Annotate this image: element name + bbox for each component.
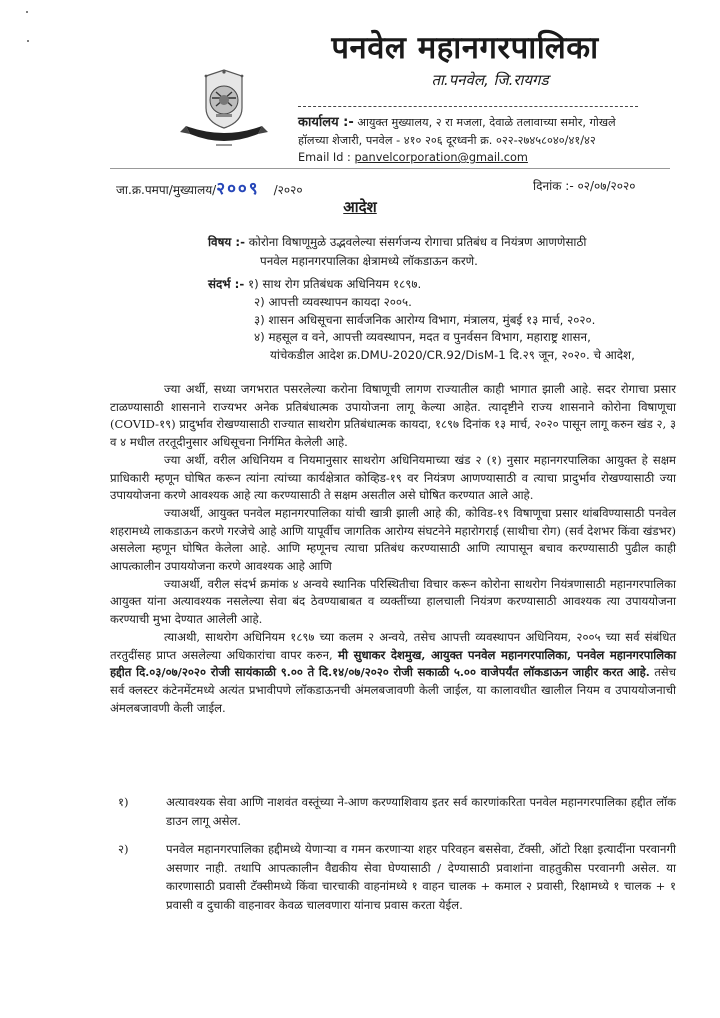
- subject-label: विषय :-: [208, 235, 245, 249]
- address-line-1: आयुक्त मुख्यालय, २ रा मजला, देवाळे तलावाच्या समोर, गोखले: [357, 116, 616, 129]
- dashed-divider: [298, 106, 638, 107]
- declaration-intro: त्याअथी, साथरोग अधिनियम १८९७ च्या कलम २ अन्वये, तसेच आपत्ती व्यवस्थापन अधिनियम, २००५ च्या सर्व संबंधित तरतुदींसह प्राप्त असलेल्या अधिकारांचा वापर करुन,: [110, 629, 676, 662]
- order-body: [110, 381, 676, 717]
- reference-item: २) आपत्ती व्यवस्थापन कायदा २००५.: [254, 294, 412, 309]
- body-paragraph: ज्याअर्थी, वरील संदर्भ क्रमांक ४ अन्वये स्थानिक परिस्थितीचा विचार करून कोरोना साथरोग नियंत्रणासाठी महानगरपालिका आयुक्त यांना अत्यावश्यक नसलेल्या सेवा बंद ठेवण्याबाबत व व्यक्तींच्या हालचाली नियंत्रण करण्यासाठी आवश्यक त्या उपाययोजना करण्याची मुभा देण्यात आलेली आहे.: [110, 576, 676, 627]
- handwritten-number: २००९: [216, 179, 260, 199]
- references-label: संदर्भ :-: [208, 277, 245, 291]
- reference-prefix: जा.क्र.पमपा/मुख्यालय/: [116, 183, 217, 197]
- subject-block: [208, 233, 666, 271]
- lockdown-declaration-paragraph: [110, 629, 676, 718]
- reference-item: १) साथ रोग प्रतिबंधक अधिनियम १८९७.: [248, 277, 422, 291]
- reference-number: [116, 176, 303, 199]
- date-label: दिनांक :-: [533, 179, 574, 193]
- rule-text: पनवेल महानगरपालिका हद्दीमध्ये येणाऱ्या व गमन करणाऱ्या शहर परिवहन बससेवा, टॅक्सी, ऑटो रिक्षा इत्यादींना परवानगी असणार नाही. तथापि आपत्कालीन वैद्यकीय सेवा घेण्यासाठी / देण्यासाठी प्रवाशांना वाहतुकीस परवानगी असेल. या कारणासाठी प्रवासी टॅक्सीमध्ये किंवा चारचाकी वाहनांमध्ये १ वाहन चालक + कमाल २ प्रवासी, रिक्षामध्ये १ चालक + १ प्रवासी व दुचाकी वाहनावर केवळ चालवणारा यांनाच प्रवास करता येईल.: [166, 842, 676, 912]
- date-value: ०२/०७/२०२०: [577, 179, 636, 193]
- scan-speck: [27, 40, 29, 42]
- order-title: आदेश: [343, 198, 377, 216]
- address-line-2: हॉलच्या शेजारी, पनवेल - ४१० २०६ दूरध्वनी क्र. ०२२-२७४५८०४०/४१/४२: [298, 133, 596, 147]
- header-divider: [110, 168, 670, 169]
- declaration-end: तसेच सर्व क्लस्टर कंटेनमेंटमध्ये अत्यंत प्रभावीपणे लॉकडाऊनची अंमलबजावणी केली जाईल, या कालावधीत खालील नियम व उपाययोजनाची अंमलबजावणी केली जाईल.: [110, 665, 676, 715]
- address-label: कार्यालय :-: [298, 115, 354, 130]
- body-paragraph: ज्याअर्थी, आयुक्त पनवेल महानगरपालिका यांची खात्री झाली आहे की, कोविड-१९ विषाणूचा प्रसार थांबविण्यासाठी पनवेल शहरामध्ये लाकडाऊन करणे गरजेचे आहे आणि यापूर्वीच जागतिक आरोग्य संघटनेने महारोगराई (साथीचा रोग) (सर्व देशभर किंवा खंडभर) असलेला म्हणून घोषित केलेला आहे. आणि म्हणूनच त्याचा प्रतिबंध करण्यासाठी आणि त्यापासून बचाव करण्यासाठी पुढील काही आपत्कालीन उपाययोजना करणे आवश्यक आहे आणि: [110, 505, 676, 574]
- organization-name: पनवेल महानगरपालिका: [331, 30, 599, 66]
- municipal-emblem-icon: [178, 68, 270, 150]
- body-paragraph: ज्या अर्थी, सध्या जगभरात पसरलेल्या करोना विषाणूची लागण राज्यातील काही भागात झाली आहे. सदर रोगाचा प्रसार टाळण्यासाठी शासनाने राज्यभर अनेक प्रतिबंधात्मक उपायोजना लागू केल्या आहेत. त्यादृष्टीने राज्य शासनाने कोरोना विषाणूचा (COVID-१९) प्रादुर्भाव रोखण्यासाठी राज्यात साथरोग प्रतिबंधात्मक कायदा, १८९७ दिनांक १३ मार्च, २०२० पासून लागू करुन खंड २, ३ व ४ मधील तरतूदीनुसार अधिसूचना निर्गमित केलेली आहे.: [110, 382, 676, 450]
- subject-line-2: पनवेल महानगरपालिका क्षेत्रामध्ये लॉकडाऊन करणे.: [260, 254, 478, 268]
- rule-item: [110, 793, 676, 830]
- rule-item: [110, 840, 676, 914]
- reference-item: ३) शासन अधिसूचना सार्वजनिक आरोग्य विभाग, मंत्रालय, मुंबई १३ मार्च, २०२०.: [254, 312, 596, 327]
- rule-number: २): [118, 842, 129, 856]
- reference-year: /२०२०: [273, 183, 303, 197]
- declaration-bold: मी सुधाकर देशमुख, आयुक्त पनवेल महानगरपालिका, पनवेल महानगरपालिका हद्दीत दि.०३/०७/२०२० रोजी सायंकाळी ९.०० ते दि.१४/०७/२०२० रोजी सकाळी ५.०० वाजेपर्यंत लॉकडाऊन जाहीर करत आहे.: [110, 647, 676, 680]
- office-address: [298, 114, 670, 167]
- rules-list: [110, 793, 676, 924]
- rule-text: अत्यावश्यक सेवा आणि नाशवंत वस्तूंच्या ने-आण करण्याशिवाय इतर सर्व कारणांकरिता पनवेल महानगरपालिका हद्दीत लॉक डाउन लागू असेल.: [166, 795, 676, 828]
- rule-number: १): [118, 795, 129, 809]
- email-label: Email Id :: [298, 151, 351, 164]
- reference-item: ४) महसूल व वने, आपत्ती व्यवस्थापन, मदत व पुनर्वसन विभाग, महाराष्ट्र शासन,: [254, 330, 591, 345]
- body-paragraph: ज्या अर्थी, वरील अधिनियम व नियमानुसार साथरोग अधिनियमाच्या खंड २ (१) नुसार महानगरपालिका आयुक्त हे सक्षम प्राधिकारी म्हणून घोषित करून त्यांना त्यांच्या कार्यक्षेत्रात कोव्हिड-१९ वर नियंत्रण आणण्यासाठी व त्याचा प्रादुर्भाव रोखण्यासाठी ज्या उपाययोजना करणे आवश्यक आहे त्या करण्यासाठी ते सक्षम असतील असे घोषित करण्यात आले आहे.: [110, 452, 676, 503]
- reference-item-continuation: यांचेकडील आदेश क्र.DMU-2020/CR.92/DisM-1 दि.२९ जून, २०२०. चे आदेश,: [270, 348, 635, 363]
- subject-line-1: कोरोना विषाणूमुळे उद्भवलेल्या संसर्गजन्य रोगाचा प्रतिबंध व नियंत्रण आणणेसाठी: [248, 235, 587, 249]
- order-date: [533, 177, 636, 194]
- references-block: [208, 276, 668, 365]
- scan-speck: [26, 11, 28, 13]
- email-link[interactable]: panvelcorporation@gmail.com: [354, 151, 528, 164]
- organization-location: ता.पनवेल, जि.रायगड: [431, 71, 549, 89]
